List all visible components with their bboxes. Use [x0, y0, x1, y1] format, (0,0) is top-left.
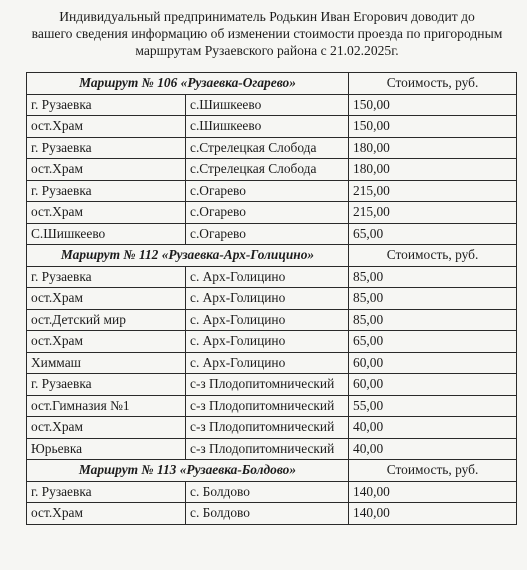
- fare-price: 215,00: [349, 180, 517, 202]
- origin-stop: ост.Храм: [27, 288, 186, 310]
- origin-stop: ост.Храм: [27, 417, 186, 439]
- table-row: [27, 94, 517, 116]
- fare-price: 150,00: [349, 94, 517, 116]
- notice-intro: [22, 8, 512, 59]
- cost-header: Стоимость, руб.: [349, 73, 517, 95]
- origin-stop: г. Рузаевка: [27, 137, 186, 159]
- destination-stop: с. Болдово: [186, 503, 349, 525]
- origin-stop: г. Рузаевка: [27, 180, 186, 202]
- cost-header: Стоимость, руб.: [349, 460, 517, 482]
- origin-stop: С.Шишкеево: [27, 223, 186, 245]
- fare-price: 140,00: [349, 503, 517, 525]
- table-row: [27, 137, 517, 159]
- table-row: [27, 481, 517, 503]
- fare-table: [26, 72, 517, 525]
- origin-stop: ост.Храм: [27, 116, 186, 138]
- route-header-row: [27, 73, 517, 95]
- route-title: Маршрут № 106 «Рузаевка-Огарево»: [27, 73, 349, 95]
- destination-stop: с. Арх-Голицино: [186, 266, 349, 288]
- destination-stop: с-з Плодопитомнический: [186, 438, 349, 460]
- fare-price: 85,00: [349, 309, 517, 331]
- table-row: [27, 331, 517, 353]
- cost-header: Стоимость, руб.: [349, 245, 517, 267]
- destination-stop: с-з Плодопитомнический: [186, 374, 349, 396]
- origin-stop: ост.Храм: [27, 331, 186, 353]
- destination-stop: с.Стрелецкая Слобода: [186, 137, 349, 159]
- route-header-row: [27, 245, 517, 267]
- origin-stop: г. Рузаевка: [27, 266, 186, 288]
- table-row: [27, 288, 517, 310]
- origin-stop: ост.Храм: [27, 202, 186, 224]
- fare-price: 65,00: [349, 223, 517, 245]
- origin-stop: ост.Храм: [27, 503, 186, 525]
- origin-stop: г. Рузаевка: [27, 374, 186, 396]
- table-row: [27, 266, 517, 288]
- destination-stop: с-з Плодопитомнический: [186, 417, 349, 439]
- destination-stop: с. Арх-Голицино: [186, 352, 349, 374]
- destination-stop: с. Болдово: [186, 481, 349, 503]
- destination-stop: с.Шишкеево: [186, 94, 349, 116]
- origin-stop: ост.Детский мир: [27, 309, 186, 331]
- table-row: [27, 438, 517, 460]
- destination-stop: с.Стрелецкая Слобода: [186, 159, 349, 181]
- table-row: [27, 202, 517, 224]
- table-row: [27, 374, 517, 396]
- fare-price: 85,00: [349, 266, 517, 288]
- destination-stop: с. Арх-Голицино: [186, 288, 349, 310]
- table-row: [27, 395, 517, 417]
- fare-price: 85,00: [349, 288, 517, 310]
- table-row: [27, 309, 517, 331]
- intro-line: маршрутам Рузаевского района с 21.02.2025г.: [135, 43, 399, 58]
- intro-line: Индивидуальный предприниматель Родькин Иван Егорович доводит до: [59, 9, 475, 24]
- destination-stop: с.Шишкеево: [186, 116, 349, 138]
- origin-stop: Юрьевка: [27, 438, 186, 460]
- fare-price: 180,00: [349, 159, 517, 181]
- route-title: Маршрут № 112 «Рузаевка-Арх-Голицино»: [27, 245, 349, 267]
- fare-price: 40,00: [349, 417, 517, 439]
- fare-price: 65,00: [349, 331, 517, 353]
- table-row: [27, 352, 517, 374]
- origin-stop: ост.Храм: [27, 159, 186, 181]
- intro-line: вашего сведения информацию об изменении стоимости проезда по пригородным: [31, 26, 503, 41]
- fare-price: 150,00: [349, 116, 517, 138]
- destination-stop: с.Огарево: [186, 223, 349, 245]
- origin-stop: Химмаш: [27, 352, 186, 374]
- destination-stop: с. Арх-Голицино: [186, 331, 349, 353]
- table-row: [27, 223, 517, 245]
- fare-price: 60,00: [349, 352, 517, 374]
- table-row: [27, 159, 517, 181]
- origin-stop: г. Рузаевка: [27, 94, 186, 116]
- fare-price: 60,00: [349, 374, 517, 396]
- table-row: [27, 503, 517, 525]
- fare-table-body: [27, 73, 517, 525]
- destination-stop: с-з Плодопитомнический: [186, 395, 349, 417]
- table-row: [27, 180, 517, 202]
- origin-stop: ост.Гимназия №1: [27, 395, 186, 417]
- route-header-row: [27, 460, 517, 482]
- fare-price: 180,00: [349, 137, 517, 159]
- table-row: [27, 116, 517, 138]
- fare-price: 140,00: [349, 481, 517, 503]
- destination-stop: с. Арх-Голицино: [186, 309, 349, 331]
- fare-price: 55,00: [349, 395, 517, 417]
- fare-price: 40,00: [349, 438, 517, 460]
- origin-stop: г. Рузаевка: [27, 481, 186, 503]
- destination-stop: с.Огарево: [186, 180, 349, 202]
- fare-price: 215,00: [349, 202, 517, 224]
- destination-stop: с.Огарево: [186, 202, 349, 224]
- table-row: [27, 417, 517, 439]
- route-title: Маршрут № 113 «Рузаевка-Болдово»: [27, 460, 349, 482]
